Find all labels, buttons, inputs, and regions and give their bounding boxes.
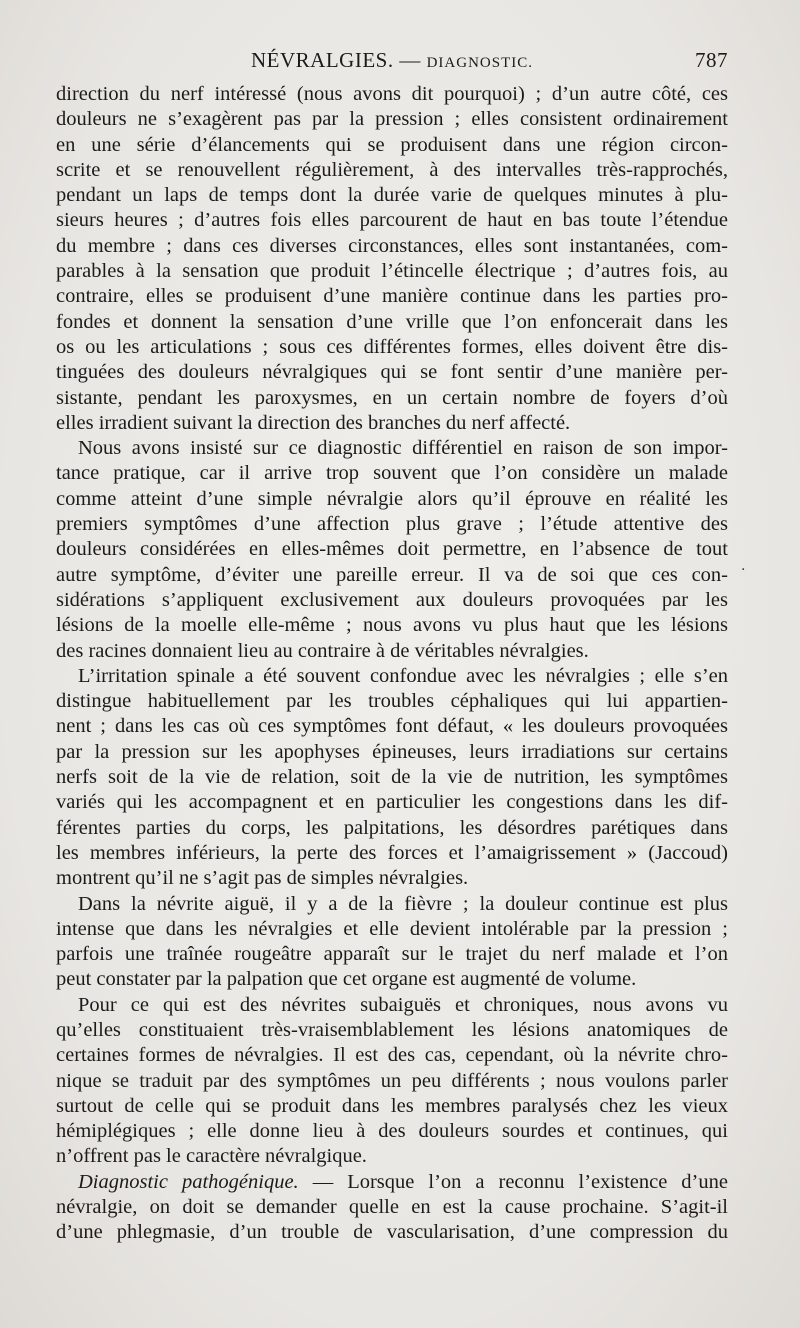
text-line: nerfs soit de la vie de relation, soit de la vie de nutrition, les symptômes [56, 766, 728, 789]
text-line: n’offrent pas le caractère névralgique. [56, 1145, 367, 1168]
text-line: comme atteint d’une simple névralgie alors qu’il éprouve en réalité les [56, 487, 728, 510]
paragraph-2 [56, 436, 728, 664]
running-header [56, 48, 728, 80]
text-line: parables à la sensation que produit l’étincelle électrique ; d’autres fois, au [56, 260, 728, 283]
text-line: contraire, elles se produisent d’une manière continue dans les parties pro- [56, 285, 728, 308]
text-line: scrite et se renouvellent régulièrement, à des intervalles très-rapprochés, [56, 158, 728, 181]
text-line: hémiplégiques ; elle donne lieu à des douleurs sourdes et continues, qui [56, 1120, 728, 1143]
text-line: Pour ce qui est des névrites subaiguës et chroniques, nous avons vu [78, 993, 728, 1016]
text-line: elles irradient suivant la direction des branches du nerf affecté. [56, 411, 571, 434]
margin-dot: · [741, 562, 746, 578]
header-title-sub: DIAGNOSTIC. [426, 55, 533, 71]
text-line: qu’elles constituaient très-vraisemblablement les lésions anatomiques de [56, 1018, 728, 1041]
paragraph-6 [56, 1170, 728, 1246]
text-line: parfois une traînée rougeâtre apparaît sur le trajet du nerf malade et l’on [56, 943, 728, 966]
page-number: 787 [695, 48, 728, 72]
text-line: du membre ; dans ces diverses circonstances, elles sont instantanées, com- [56, 234, 728, 257]
text-line: nent ; dans les cas où ces symptômes font défaut, « les douleurs provoquées [56, 715, 728, 738]
text-line: des racines donnaient lieu au contraire à de véritables névralgies. [56, 639, 589, 662]
text-line: Dans la névrite aiguë, il y a de la fièvre ; la douleur continue est plus [78, 892, 728, 915]
text-line: fondes et donnent la sensation d’une vrille que l’on enfoncerait dans les [56, 310, 728, 333]
text-line: pendant un laps de temps dont la durée varie de quelques minutes à plu- [56, 184, 728, 207]
text-line: férentes parties du corps, les palpitations, les désordres parétiques dans [56, 816, 728, 839]
text-line: par la pression sur les apophyses épineuses, leurs irradiations sur certains [56, 740, 728, 763]
text-line: certaines formes de névralgies. Il est des cas, cependant, où la névrite chro- [56, 1044, 728, 1067]
text-line: douleurs considérées en elles-mêmes doit permettre, en l’absence de tout [56, 538, 728, 561]
text-line: tance pratique, car il arrive trop souvent que l’on considère un malade [56, 462, 728, 485]
text-line: L’irritation spinale a été souvent confondue avec les névralgies ; elle s’en [78, 664, 728, 687]
text-line: sistante, pendant les paroxysmes, en un certain nombre de foyers d’où [56, 386, 728, 409]
text-line: névralgie, on doit se demander quelle en est la cause prochaine. S’agit-il [56, 1196, 728, 1219]
paragraph-5 [56, 993, 728, 1170]
text-line: les membres inférieurs, la perte des forces et l’amaigrissement » (Jaccoud) [56, 841, 728, 864]
text-line: Nous avons insisté sur ce diagnostic différentiel en raison de son impor- [78, 437, 728, 460]
text-line: montrent qu’il ne s’agit pas de simples névralgies. [56, 867, 469, 890]
paragraph-3 [56, 664, 728, 892]
text-line: en une série d’élancements qui se produisent dans une région circon- [56, 133, 728, 156]
text-line: nique se traduit par des symptômes un peu différents ; nous voulons parler [56, 1069, 728, 1092]
text-line [56, 1170, 728, 1195]
text-line: douleurs ne s’exagèrent pas par la pression ; elles consistent ordinairement [56, 108, 728, 131]
text-line: tinguées des douleurs névralgiques qui se font sentir d’une manière per- [56, 361, 728, 384]
text-line: intense que dans les névralgies et elle devient intolérable par la pression ; [56, 917, 728, 940]
paragraph-4 [56, 892, 728, 993]
text-line: premiers symptômes d’une affection plus grave ; l’étude attentive des [56, 513, 728, 536]
text-run: — Lorsque l’on a reconnu l’existence d’une [298, 1170, 728, 1193]
text-line: surtout de celle qui se produit dans les membres paralysés chez les vieux [56, 1094, 728, 1117]
running-title [56, 48, 728, 73]
text-line: lésions de la moelle elle-même ; nous avons vu plus haut que les lésions [56, 614, 728, 637]
text-line: distingue habituellement par les troubles céphaliques qui lui appartien- [56, 690, 728, 713]
header-title-main: NÉVRALGIES. [251, 48, 394, 72]
paragraph-1 [56, 82, 728, 436]
text-line: direction du nerf intéressé (nous avons dit pourquoi) ; d’un autre côté, ces [56, 83, 728, 105]
text-line: autre symptôme, d’éviter une pareille erreur. Il va de soi que ces con- [56, 563, 728, 586]
text-line: sieurs heures ; d’autres fois elles parcourent de haut en bas toute l’étendue [56, 209, 728, 232]
header-title-dash: — [393, 48, 427, 72]
text-line: sidérations s’appliquent exclusivement aux douleurs provoquées par les [56, 588, 728, 611]
body-text [56, 82, 728, 1246]
text-line: peut constater par la palpation que cet organe est augmenté de volume. [56, 968, 637, 991]
text-line: variés qui les accompagnent et en particulier les congestions dans les dif- [56, 791, 728, 814]
text-line: d’une phlegmasie, d’un trouble de vascularisation, d’une compression du [56, 1221, 728, 1244]
text-line: os ou les articulations ; sous ces différentes formes, elles doivent être dis- [56, 335, 728, 358]
section-heading: Diagnostic pathogénique. [78, 1170, 299, 1193]
